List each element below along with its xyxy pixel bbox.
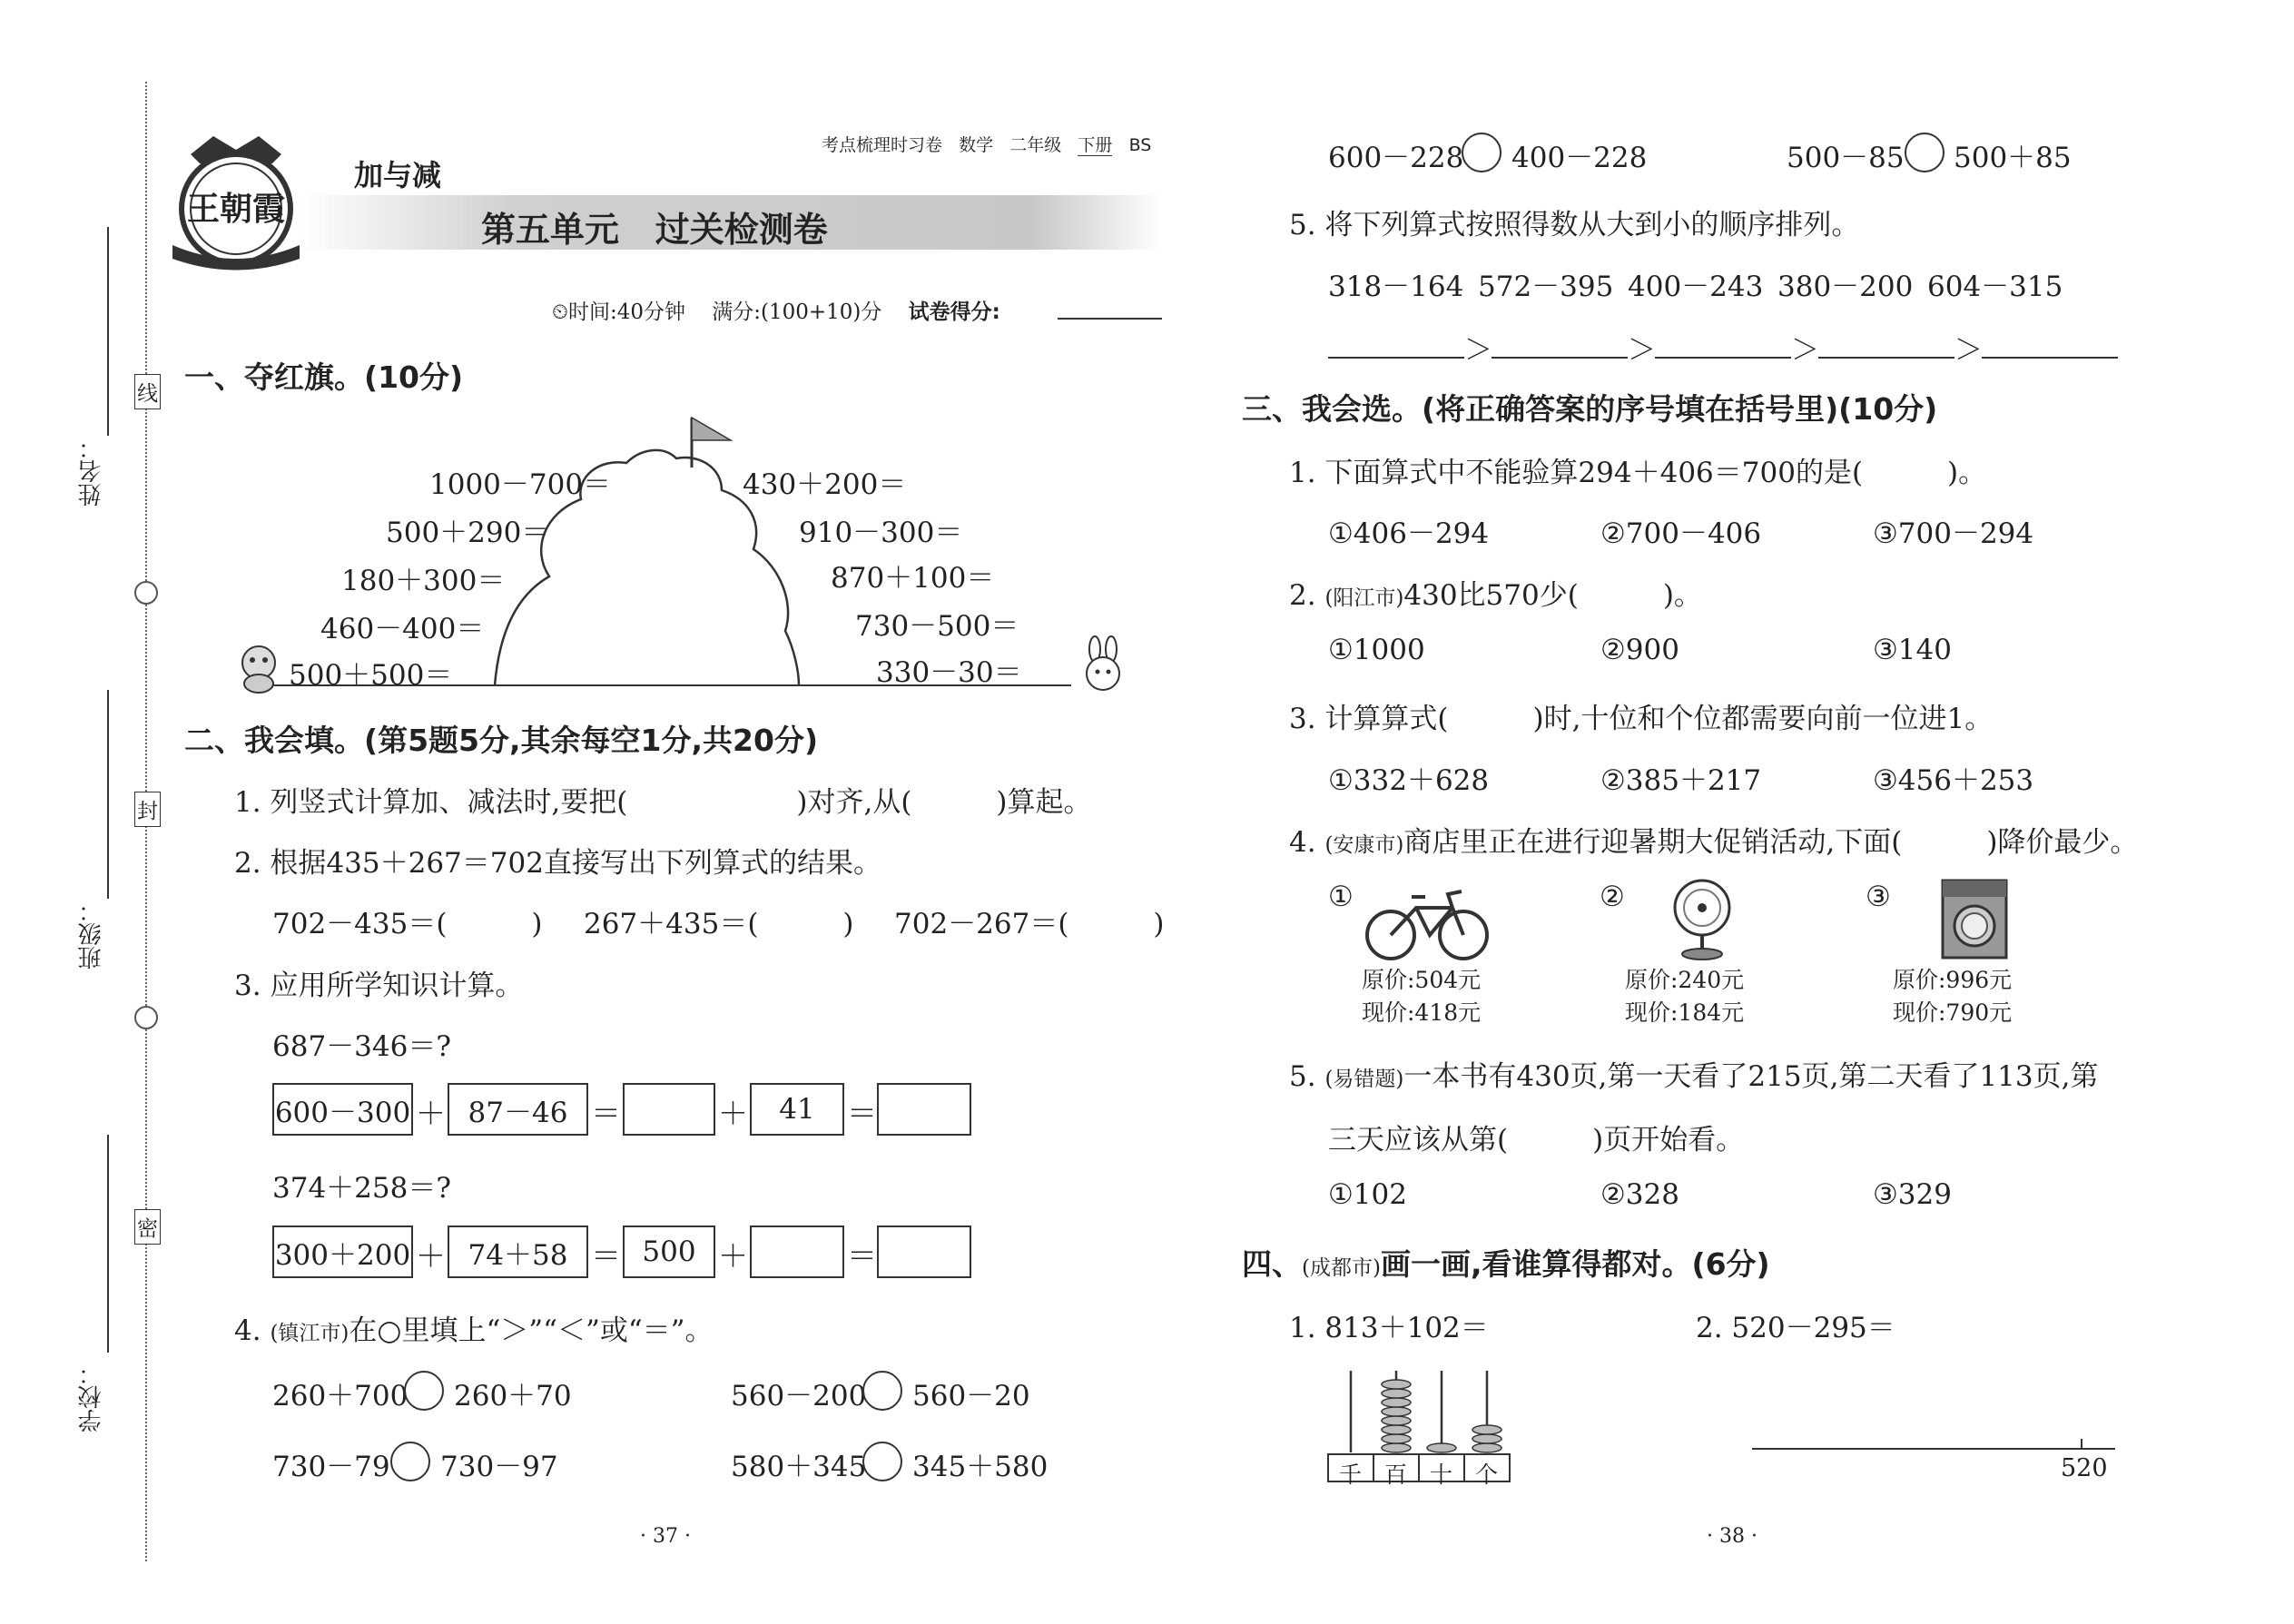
- number-line-label: 520: [2061, 1454, 2108, 1482]
- gt-sign: ＞: [1954, 334, 1983, 367]
- s2-q5: 5. 将下列算式按照得数从大到小的顺序排列。: [1289, 209, 1860, 241]
- s3-q5-opt-3: ③329: [1873, 1178, 1952, 1211]
- logo-text: 王朝霞: [186, 190, 286, 228]
- bicycle-icon: [1362, 881, 1493, 962]
- school-label: 学校：: [78, 1362, 105, 1432]
- plus-sign: ＋: [718, 1096, 748, 1131]
- s2-q4-r1-b: 260＋70: [454, 1380, 572, 1412]
- section3-title: 三、我会选。(将正确答案的序号填在括号里)(10分): [1242, 391, 1938, 427]
- s3-q2-opt-2: ②900: [1600, 634, 1679, 666]
- order-blank[interactable]: [1982, 357, 2118, 359]
- school-underline: [107, 1135, 109, 1353]
- s2-q3a: 687－346＝?: [272, 1030, 451, 1063]
- q3a-box-2: 87－46: [448, 1083, 588, 1136]
- flag-item-right-1: 430＋200＝: [743, 468, 907, 501]
- s3-q3-opt-1: ①332＋628: [1328, 764, 1490, 797]
- compare-circle[interactable]: [1462, 133, 1501, 172]
- s2-q4-r1-d: 560－20: [912, 1380, 1030, 1412]
- name-label: 姓名：: [78, 436, 105, 507]
- q3a-answer-box-3[interactable]: [623, 1083, 715, 1136]
- mark-mi: 密: [134, 1209, 161, 1245]
- compare-circle[interactable]: [862, 1371, 902, 1411]
- series-name: 考点梳理时习卷: [822, 135, 943, 155]
- fan-icon: [1666, 876, 1738, 962]
- plus-sign: ＋: [416, 1096, 446, 1131]
- s3-q1-opt-1: ①406－294: [1328, 517, 1490, 550]
- s3-q2: 2. (阳江市)430比570少( )。: [1289, 579, 1702, 612]
- name-underline: [107, 227, 109, 436]
- s3-q3: 3. 计算算式( )时,十位和个位都需要向前一位进1。: [1289, 703, 1994, 735]
- section2-title: 二、我会填。(第5题5分,其余每空1分,共20分): [184, 723, 819, 758]
- s3-q5-opt-1: ①102: [1328, 1178, 1407, 1211]
- s2-q2-item-3: 702－267＝( ): [894, 908, 1165, 940]
- page-number-left: · 37 ·: [640, 1525, 691, 1548]
- s3-q2-opt-3: ③140: [1873, 634, 1952, 666]
- order-blank[interactable]: [1492, 357, 1628, 359]
- q3b-answer-box-5[interactable]: [877, 1225, 971, 1278]
- topic-title: 加与减: [354, 158, 442, 192]
- rabbit-icon: [1071, 635, 1135, 694]
- abacus-label-shi: 十: [1430, 1462, 1453, 1488]
- s3-q1: 1. 下面算式中不能验算294＋406＝700的是( )。: [1289, 457, 1987, 489]
- s3-q2-opt-1: ①1000: [1328, 634, 1425, 666]
- washing-machine-icon: [1938, 876, 2011, 962]
- q3a-box-4: 41: [750, 1083, 844, 1136]
- order-blank[interactable]: [1328, 357, 1464, 359]
- number-line-tick: [2081, 1439, 2082, 1450]
- monkey-icon: [227, 640, 290, 694]
- binding-hole: [134, 1006, 158, 1029]
- class-underline: [107, 690, 109, 899]
- plus-sign: ＋: [718, 1238, 748, 1274]
- r-q4-r3-a: 600－228: [1328, 142, 1464, 174]
- q3b-box-3: 500: [623, 1225, 715, 1278]
- header-series-line: [822, 132, 1151, 156]
- s2-q4: 4. (镇江市)在○里填上“＞”“＜”或“＝”。: [234, 1314, 714, 1347]
- s3-q5-line2: 三天应该从第( )页开始看。: [1328, 1124, 1745, 1156]
- s4-q2: 2. 520－295＝: [1696, 1312, 1895, 1344]
- section4-title: 四、(成都市)画一画,看谁算得都对。(6分): [1242, 1246, 1770, 1282]
- grade: 二年级: [1009, 135, 1062, 155]
- item-3-num: ③: [1866, 881, 1891, 913]
- s2-q4-r2-a: 730－79: [272, 1451, 390, 1483]
- score-blank[interactable]: [1058, 318, 1162, 320]
- r-q4-r3-b: 400－228: [1511, 142, 1648, 174]
- flag-item-right-2: 910－300＝: [799, 517, 963, 549]
- flag-item-left-5: 500＋500＝: [289, 659, 453, 692]
- q3a-box-1: 600－300: [272, 1083, 413, 1136]
- compare-circle[interactable]: [1905, 133, 1944, 172]
- r-q4-r3-d: 500＋85: [1954, 142, 2072, 174]
- gt-sign: ＞: [1464, 334, 1492, 367]
- s2-q4-r1-c: 560－200: [731, 1380, 867, 1412]
- unit-title: 第五单元 过关检测卷: [481, 210, 828, 250]
- q3b-answer-box-4[interactable]: [750, 1225, 844, 1278]
- equals-sign: ＝: [847, 1096, 877, 1131]
- q3b-box-1: 300＋200: [272, 1225, 413, 1278]
- compare-circle[interactable]: [404, 1371, 444, 1411]
- s3-q5-opt-2: ②328: [1600, 1178, 1679, 1211]
- q3a-answer-box-5[interactable]: [877, 1083, 971, 1136]
- volume: 下册: [1078, 135, 1113, 155]
- s2-q5-item-1: 318－164: [1328, 271, 1464, 303]
- s4-q1: 1. 813＋102＝: [1289, 1312, 1489, 1344]
- edition: BS: [1128, 135, 1152, 155]
- gt-sign: ＞: [1628, 334, 1656, 367]
- compare-circle[interactable]: [862, 1442, 902, 1481]
- equals-sign: ＝: [591, 1238, 621, 1274]
- item-3-orig: 原价:996元: [1893, 967, 2013, 993]
- class-label: 班级：: [78, 899, 105, 969]
- compare-circle[interactable]: [390, 1442, 430, 1481]
- flag-item-left-3: 180＋300＝: [341, 565, 506, 597]
- item-3-now: 现价:790元: [1893, 999, 2013, 1026]
- flag-item-right-4: 730－500＝: [855, 610, 1019, 643]
- s3-q5: 5. (易错题)一本书有430页,第一天看了215页,第二天看了113页,第: [1289, 1060, 2099, 1093]
- item-1-num: ①: [1328, 881, 1354, 913]
- score-label: 试卷得分:: [908, 300, 1000, 324]
- mark-xian: 线: [134, 374, 161, 409]
- s2-q2-item-1: 702－435＝( ): [272, 908, 543, 940]
- s2-q4-r2-d: 345＋580: [912, 1451, 1049, 1483]
- r-q4-r3-c: 500－85: [1787, 142, 1905, 174]
- s2-q5-item-3: 400－243: [1628, 271, 1764, 303]
- gt-sign: ＞: [1791, 334, 1819, 367]
- s3-q3-opt-2: ②385＋217: [1600, 764, 1762, 797]
- full-score: 满分:(100+10)分: [712, 300, 882, 324]
- s2-q3: 3. 应用所学知识计算。: [234, 969, 524, 1002]
- abacus-label-ge: 个: [1475, 1462, 1499, 1488]
- s2-q4-r2-c: 580＋345: [731, 1451, 867, 1483]
- s2-q2-item-2: 267＋435＝( ): [584, 908, 854, 940]
- equals-sign: ＝: [847, 1238, 877, 1274]
- s2-q1: 1. 列竖式计算加、减法时,要把( )对齐,从( )算起。: [234, 786, 1092, 819]
- abacus-label-bai: 百: [1384, 1462, 1408, 1488]
- page-number-right: · 38 ·: [1707, 1525, 1757, 1548]
- number-line: [1752, 1448, 2115, 1450]
- s2-q2: 2. 根据435＋267＝702直接写出下列算式的结果。: [234, 847, 881, 880]
- flag-item-left-2: 500＋290＝: [386, 517, 550, 549]
- section1-title: 一、夺红旗。(10分): [184, 359, 464, 395]
- s3-q1-opt-3: ③700－294: [1873, 517, 2034, 550]
- flag-item-left-1: 1000－700＝: [429, 468, 612, 501]
- s3-q4: 4. (安康市)商店里正在进行迎暑期大促销活动,下面( )降价最少。: [1289, 826, 2139, 859]
- item-1-orig: 原价:504元: [1362, 967, 1482, 993]
- item-2-orig: 原价:240元: [1625, 967, 1745, 993]
- s3-q1-opt-2: ②700－406: [1600, 517, 1762, 550]
- s2-q5-item-4: 380－200: [1777, 271, 1914, 303]
- abacus-label-qian: 千: [1339, 1462, 1363, 1488]
- equals-sign: ＝: [591, 1096, 621, 1131]
- brand-logo: [163, 127, 309, 272]
- order-blank[interactable]: [1655, 357, 1791, 359]
- item-2-num: ②: [1600, 881, 1625, 913]
- q3b-box-2: 74＋58: [448, 1225, 588, 1278]
- binding-hole: [134, 581, 158, 605]
- s3-q3-opt-3: ③456＋253: [1873, 764, 2034, 797]
- s2-q4-r1-a: 260＋700: [272, 1380, 409, 1412]
- item-1-now: 现价:418元: [1362, 999, 1482, 1026]
- exam-info: [552, 295, 1000, 325]
- item-2-now: 现价:184元: [1625, 999, 1745, 1026]
- flag-item-right-3: 870＋100＝: [831, 562, 995, 595]
- s2-q5-item-2: 572－395: [1478, 271, 1614, 303]
- plus-sign: ＋: [416, 1238, 446, 1274]
- order-blank[interactable]: [1818, 357, 1954, 359]
- time-limit: ⏲时间:40分钟: [552, 300, 685, 324]
- mark-feng: 封: [134, 792, 161, 827]
- flag-item-left-4: 460－400＝: [320, 613, 485, 645]
- s2-q4-r2-b: 730－97: [440, 1451, 558, 1483]
- s2-q3b: 374＋258＝?: [272, 1172, 451, 1205]
- flag-item-right-5: 330－30＝: [876, 656, 1022, 689]
- subject: 数学: [959, 135, 994, 155]
- s2-q5-item-5: 604－315: [1927, 271, 2063, 303]
